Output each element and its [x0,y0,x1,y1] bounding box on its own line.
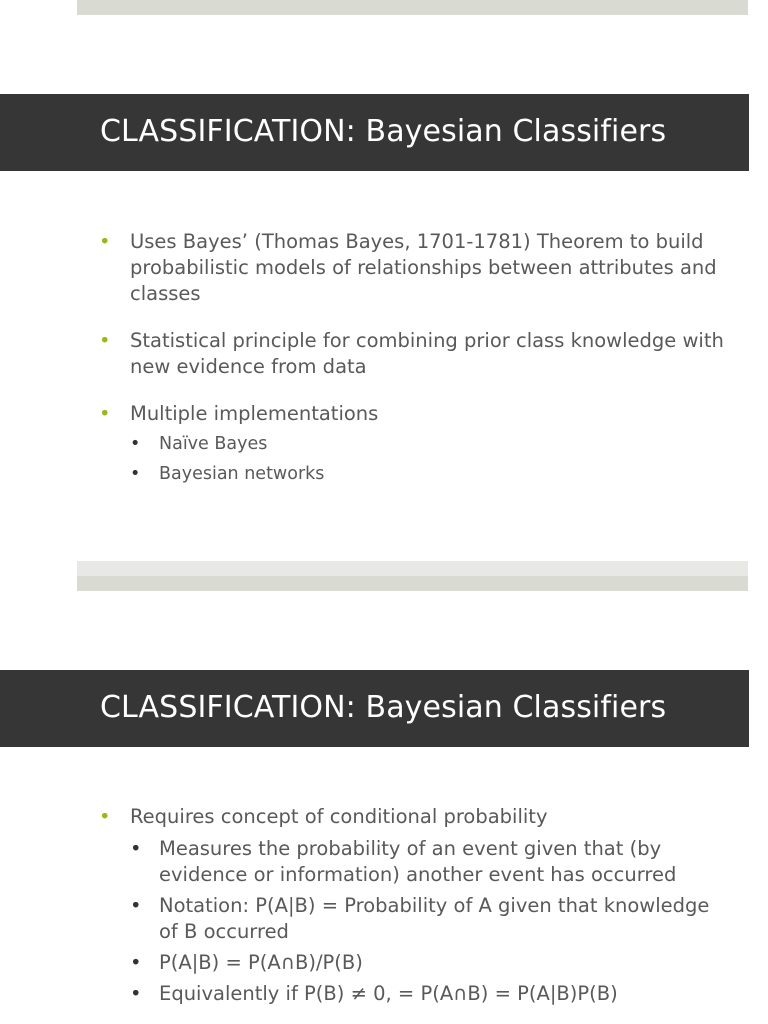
slide-2-bullet-list [130,804,730,1007]
slide-2-sub-bullet: • Measures the probability of an event given that (by evidence or information) another event has occurred [159,836,730,888]
slide-2-bullet: • Requires concept of conditional probability [130,804,730,830]
slide-1-bottom-band [77,576,748,591]
slide-1-bullet: • Multiple implementations [130,401,730,427]
slide-top-band [77,0,748,15]
slide-2-title: CLASSIFICATION: Bayesian Classifiers [100,690,667,725]
slide-1-bullet: • Uses Bayes’ (Thomas Bayes, 1701-1781) Theorem to build probabilistic models of relationships between attributes and classes [130,229,730,307]
slide-2-sub-bullet: • Equivalently if P(B) ≠ 0, = P(A∩B) = P(A|B)P(B) [159,981,730,1007]
slide-1-bullet: • Statistical principle for combining prior class knowledge with new evidence from data [130,328,730,380]
slide-1-bullet-list [130,229,730,487]
slide-1-sub-bullet: • Bayesian networks [159,461,730,487]
slide-2-title-bar [0,670,749,747]
slide-1-sub-bullet: • Naïve Bayes [159,431,730,457]
slide-2-sub-bullet: • Notation: P(A|B) = Probability of A given that knowledge of B occurred [159,893,730,945]
slide-1-title-bar [0,94,749,171]
slide-1-bottom-band-light [77,561,748,576]
slide-1-title: CLASSIFICATION: Bayesian Classifiers [100,114,667,149]
slide-2-sub-bullet: • P(A|B) = P(A∩B)/P(B) [159,950,730,976]
